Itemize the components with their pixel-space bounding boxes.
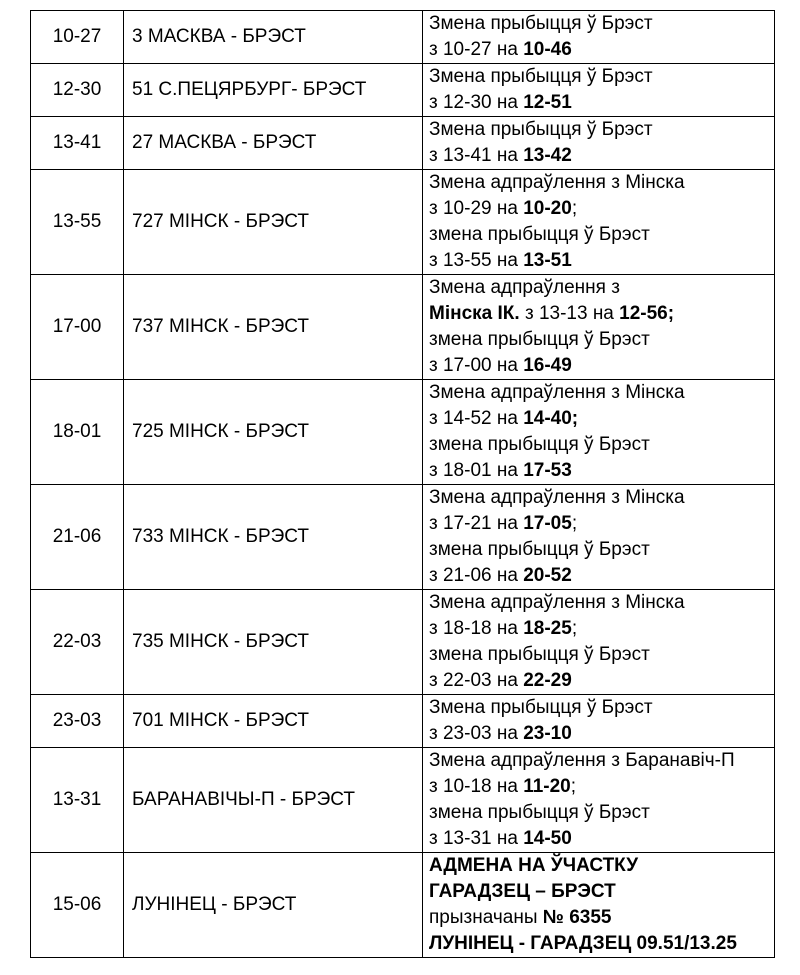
table-row bbox=[31, 275, 775, 380]
change-note-line bbox=[429, 853, 774, 879]
note-text: ; bbox=[571, 513, 578, 534]
note-text: з 18-18 на bbox=[429, 618, 524, 639]
highlighted-text: 13-42 bbox=[523, 145, 572, 166]
note-text: Змена адпраўлення з Мінска bbox=[429, 172, 685, 193]
change-note-line bbox=[429, 458, 774, 484]
change-note-line bbox=[429, 511, 774, 537]
arrival-time-cell: 18-01 bbox=[31, 380, 124, 485]
train-schedule-table bbox=[30, 10, 775, 958]
note-text: з 17-21 на bbox=[429, 513, 524, 534]
table-row bbox=[31, 380, 775, 485]
note-text: прызначаны bbox=[429, 907, 543, 928]
note-text: з 13-41 на bbox=[429, 145, 524, 166]
schedule-change-cell bbox=[423, 695, 775, 748]
note-text: з 12-30 на bbox=[429, 92, 524, 113]
note-text: ; bbox=[571, 618, 578, 639]
highlighted-text: 12-51 bbox=[523, 92, 572, 113]
table-row bbox=[31, 695, 775, 748]
arrival-time-cell: 13-41 bbox=[31, 117, 124, 170]
train-route-cell: 727 МІНСК - БРЭСТ bbox=[124, 170, 423, 275]
highlighted-text: 13-51 bbox=[523, 250, 572, 271]
highlighted-text: ЛУНІНЕЦ - ГАРАДЗЕЦ 09.51/13.25 bbox=[429, 933, 737, 954]
arrival-time-cell: 22-03 bbox=[31, 590, 124, 695]
train-route-cell: 51 С.ПЕЦЯРБУРГ- БРЭСТ bbox=[124, 64, 423, 117]
note-text: Змена адпраўлення з Мінска bbox=[429, 592, 685, 613]
change-note-line bbox=[429, 248, 774, 274]
train-route-cell: 725 МІНСК - БРЭСТ bbox=[124, 380, 423, 485]
highlighted-text: 17-53 bbox=[523, 460, 572, 481]
highlighted-text: 22-29 bbox=[523, 670, 572, 691]
change-note-line bbox=[429, 117, 774, 143]
change-note-line bbox=[429, 931, 774, 957]
note-text: з 17-00 на bbox=[429, 355, 524, 376]
arrival-time-cell: 12-30 bbox=[31, 64, 124, 117]
change-note-line bbox=[429, 64, 774, 90]
highlighted-text: 14-50 bbox=[523, 828, 572, 849]
note-text: Змена адпраўлення з Мінска bbox=[429, 487, 685, 508]
schedule-change-cell bbox=[423, 64, 775, 117]
change-note-line bbox=[429, 668, 774, 694]
table-row bbox=[31, 590, 775, 695]
change-note-line bbox=[429, 353, 774, 379]
highlighted-text: 10-46 bbox=[523, 39, 572, 60]
change-note-line bbox=[429, 301, 774, 327]
schedule-change-cell bbox=[423, 485, 775, 590]
change-note-line bbox=[429, 563, 774, 589]
note-text: Змена адпраўлення з bbox=[429, 277, 620, 298]
change-note-line bbox=[429, 11, 774, 37]
schedule-change-cell bbox=[423, 275, 775, 380]
note-text: змена прыбыцця ў Брэст bbox=[429, 539, 650, 560]
highlighted-text: № 6355 bbox=[542, 907, 612, 928]
change-note-line bbox=[429, 800, 774, 826]
change-note-line bbox=[429, 222, 774, 248]
schedule-change-cell bbox=[423, 853, 775, 958]
note-text: змена прыбыцця ў Брэст bbox=[429, 644, 650, 665]
note-text: з 13-55 на bbox=[429, 250, 524, 271]
note-text: з 13-31 на bbox=[429, 828, 524, 849]
highlighted-text: Мінска ІК. bbox=[429, 303, 520, 324]
change-note-line bbox=[429, 826, 774, 852]
note-text: змена прыбыцця ў Брэст bbox=[429, 802, 650, 823]
change-note-line bbox=[429, 695, 774, 721]
note-text: Змена прыбыцця ў Брэст bbox=[429, 66, 653, 87]
note-text: з 10-18 на bbox=[429, 776, 524, 797]
change-note-line bbox=[429, 485, 774, 511]
table-row bbox=[31, 485, 775, 590]
train-route-cell: 735 МІНСК - БРЭСТ bbox=[124, 590, 423, 695]
highlighted-text: 12-56; bbox=[619, 303, 675, 324]
schedule-change-cell bbox=[423, 11, 775, 64]
note-text: змена прыбыцця ў Брэст bbox=[429, 329, 650, 350]
schedule-change-cell bbox=[423, 590, 775, 695]
note-text: з 23-03 на bbox=[429, 723, 524, 744]
note-text: з 13-13 на bbox=[519, 303, 620, 324]
arrival-time-cell: 21-06 bbox=[31, 485, 124, 590]
change-note-line bbox=[429, 275, 774, 301]
change-note-line bbox=[429, 721, 774, 747]
highlighted-text: 20-52 bbox=[523, 565, 572, 586]
highlighted-text: 16-49 bbox=[523, 355, 572, 376]
change-note-line bbox=[429, 327, 774, 353]
arrival-time-cell: 23-03 bbox=[31, 695, 124, 748]
highlighted-text: 23-10 bbox=[523, 723, 572, 744]
change-note-line bbox=[429, 590, 774, 616]
table-row bbox=[31, 170, 775, 275]
change-note-line bbox=[429, 748, 774, 774]
table-row bbox=[31, 117, 775, 170]
schedule-body bbox=[31, 11, 775, 958]
note-text: ; bbox=[570, 776, 577, 797]
highlighted-text: 10-20 bbox=[523, 198, 572, 219]
arrival-time-cell: 17-00 bbox=[31, 275, 124, 380]
table-row bbox=[31, 64, 775, 117]
change-note-line bbox=[429, 406, 774, 432]
highlighted-text: АДМЕНА НА ЎЧАСТКУ bbox=[429, 855, 639, 876]
note-text: з 22-03 на bbox=[429, 670, 524, 691]
table-row bbox=[31, 11, 775, 64]
change-note-line bbox=[429, 196, 774, 222]
schedule-change-cell bbox=[423, 117, 775, 170]
change-note-line bbox=[429, 537, 774, 563]
schedule-change-cell bbox=[423, 748, 775, 853]
note-text: з 18-01 на bbox=[429, 460, 524, 481]
highlighted-text: 17-05 bbox=[523, 513, 572, 534]
note-text: Змена прыбыцця ў Брэст bbox=[429, 119, 653, 140]
schedule-change-cell bbox=[423, 380, 775, 485]
highlighted-text: 14-40; bbox=[523, 408, 579, 429]
note-text: ; bbox=[571, 198, 578, 219]
note-text: змена прыбыцця ў Брэст bbox=[429, 434, 650, 455]
table-row bbox=[31, 853, 775, 958]
note-text: змена прыбыцця ў Брэст bbox=[429, 224, 650, 245]
change-note-line bbox=[429, 432, 774, 458]
arrival-time-cell: 13-55 bbox=[31, 170, 124, 275]
train-route-cell: БАРАНАВІЧЫ-П - БРЭСТ bbox=[124, 748, 423, 853]
change-note-line bbox=[429, 879, 774, 905]
change-note-line bbox=[429, 143, 774, 169]
change-note-line bbox=[429, 380, 774, 406]
arrival-time-cell: 13-31 bbox=[31, 748, 124, 853]
change-note-line bbox=[429, 905, 774, 931]
change-note-line bbox=[429, 774, 774, 800]
note-text: з 10-27 на bbox=[429, 39, 524, 60]
note-text: з 14-52 на bbox=[429, 408, 524, 429]
note-text: з 10-29 на bbox=[429, 198, 524, 219]
train-route-cell: 701 МІНСК - БРЭСТ bbox=[124, 695, 423, 748]
highlighted-text: ГАРАДЗЕЦ – БРЭСТ bbox=[429, 881, 616, 902]
train-route-cell: 27 МАСКВА - БРЭСТ bbox=[124, 117, 423, 170]
change-note-line bbox=[429, 170, 774, 196]
change-note-line bbox=[429, 642, 774, 668]
change-note-line bbox=[429, 616, 774, 642]
change-note-line bbox=[429, 90, 774, 116]
note-text: Змена прыбыцця ў Брэст bbox=[429, 697, 653, 718]
highlighted-text: 18-25 bbox=[523, 618, 572, 639]
train-route-cell: 3 МАСКВА - БРЭСТ bbox=[124, 11, 423, 64]
train-route-cell: ЛУНІНЕЦ - БРЭСТ bbox=[124, 853, 423, 958]
schedule-change-cell bbox=[423, 170, 775, 275]
arrival-time-cell: 15-06 bbox=[31, 853, 124, 958]
note-text: з 21-06 на bbox=[429, 565, 524, 586]
note-text: Змена прыбыцця ў Брэст bbox=[429, 13, 653, 34]
table-row bbox=[31, 748, 775, 853]
train-route-cell: 733 МІНСК - БРЭСТ bbox=[124, 485, 423, 590]
arrival-time-cell: 10-27 bbox=[31, 11, 124, 64]
note-text: Змена адпраўлення з Мінска bbox=[429, 382, 685, 403]
note-text: Змена адпраўлення з Баранавіч-П bbox=[429, 750, 735, 771]
train-route-cell: 737 МІНСК - БРЭСТ bbox=[124, 275, 423, 380]
change-note-line bbox=[429, 37, 774, 63]
highlighted-text: 11-20 bbox=[523, 776, 571, 797]
